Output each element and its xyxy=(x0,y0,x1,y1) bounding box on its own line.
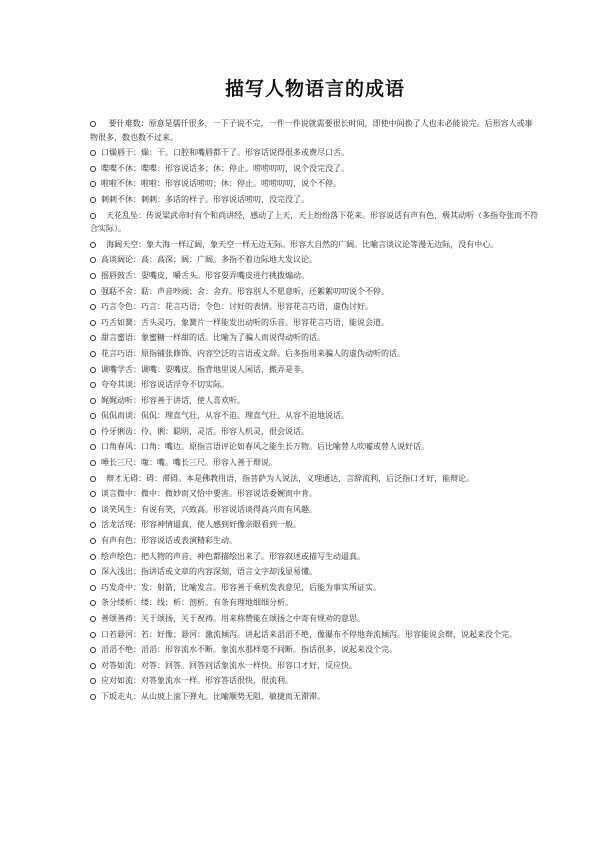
list-item xyxy=(90,409,540,423)
entry-text: 善颂善祷：关于颂扬，关于祝祷。用来称赞能在颂扬之中寄有规劝的意思。 xyxy=(101,614,365,623)
entry-text: 口燥唇干：燥：干。口腔和嘴唇都干了。形容话说得很多或费尽口舌。 xyxy=(101,148,349,158)
list-item xyxy=(90,690,540,704)
entry-text: 巧舌如簧：舌头灵巧，象簧片一样能发出动听的乐音。形容花言巧语，能说会道。 xyxy=(101,317,389,327)
bullet-circle-icon xyxy=(90,616,96,622)
list-item xyxy=(90,456,540,470)
bullet-circle-icon xyxy=(90,476,96,482)
entry-text: 摇唇鼓舌：耍嘴皮，嚼舌头。形容耍弄嘴皮进行挑拨煽动。 xyxy=(101,270,309,280)
entry-text: 伶牙俐齿：伶、俐：聪明，灵活。形容人机灵，很会说话。 xyxy=(101,426,309,436)
list-item xyxy=(90,550,540,564)
bullet-circle-icon xyxy=(90,522,96,528)
idiom-list xyxy=(90,117,540,704)
list-item xyxy=(90,487,540,501)
list-item xyxy=(90,596,540,610)
entry-text: 活龙活现：形容神情逼真，使人感到好像亲眼看到一般。 xyxy=(101,520,301,530)
bullet-circle-icon xyxy=(90,460,96,466)
bullet-circle-icon xyxy=(90,121,96,127)
bullet-circle-icon xyxy=(90,367,96,373)
list-item xyxy=(90,503,540,517)
entry-text: 要什难数：原意是儒仟很多，一下子说不完，一件一件说就需要很长时间，即使中间换了人也未必能说完。后形容人或事物很多，数也数不过来。 xyxy=(90,119,533,142)
entry-text: 喋喋不休：喋喋：形容说话多；休：停止。唠唠叨叨，说个没完没了。 xyxy=(101,163,349,173)
bullet-circle-icon xyxy=(90,694,96,700)
list-item xyxy=(90,378,540,392)
bullet-circle-icon xyxy=(90,166,96,172)
bullet-circle-icon xyxy=(90,351,96,357)
entry-text: 巧言令色：巧言：花言巧语；令色：讨好的表情。形容花言巧语，虚伪讨好。 xyxy=(101,302,373,312)
list-item xyxy=(90,253,540,267)
list-item xyxy=(90,534,540,548)
bullet-circle-icon xyxy=(90,600,96,606)
list-item xyxy=(90,440,540,454)
entry-text: 巧发奇中：发：射箭，比喻发言。形容善于乘机发表意见，后能为事实所证实。 xyxy=(101,582,381,592)
bullet-circle-icon xyxy=(90,678,96,684)
entry-text: 口若悬河：若：好像；悬河：激流倾泻。讲起话来滔滔不绝，像瀑布不停地奔流倾泻。形容能说会辩，说起来没个完。 xyxy=(101,629,517,639)
bullet-circle-icon xyxy=(90,304,96,310)
entry-text: 有声有色：形容说话或表演精彩生动。 xyxy=(101,536,237,546)
bullet-circle-icon xyxy=(90,197,96,203)
bullet-circle-icon xyxy=(90,257,96,263)
bullet-circle-icon xyxy=(90,320,96,326)
list-item xyxy=(90,425,540,439)
bullet-circle-icon xyxy=(90,398,96,404)
entry-text: 调嘴学舌：调嘴：耍嘴皮。指背地里说人闲话，搬弄是非。 xyxy=(101,364,309,374)
bullet-circle-icon xyxy=(90,663,96,669)
bullet-circle-icon xyxy=(90,213,96,219)
bullet-circle-icon xyxy=(90,491,96,497)
bullet-circle-icon xyxy=(90,647,96,653)
list-item xyxy=(90,117,540,144)
entry-text: 绘声绘色：把人物的声音、神色都描绘出来了。形容叙述或描写生动逼真。 xyxy=(101,551,365,561)
entry-text: 唾长三尺：喙：嘴。嘴长三尺。形容人善于辩说。 xyxy=(101,458,277,468)
list-item xyxy=(90,331,540,345)
entry-text: 下坂走丸：从山坡上滚下弹丸。比喻顺势无阻，敏捷而无滞滞。 xyxy=(101,691,325,701)
list-item xyxy=(90,612,540,626)
entry-text: 口角春风：口角：嘴边。原指言语评论如春风之能生长万物。后比喻替人吹嘘或替人说好话。 xyxy=(101,442,429,452)
entry-text: 天花乱坠：传说梁武帝时有个和尚讲经，感动了上天，天上纷纷落下花来。形容说话有声有色，极其动听（多指夸张而不符合实际）。 xyxy=(90,210,539,234)
bullet-circle-icon xyxy=(90,429,96,435)
bullet-circle-icon xyxy=(90,273,96,279)
list-item xyxy=(90,565,540,579)
list-item xyxy=(90,674,540,688)
entry-text: 深入浅出：指讲话或文章的内容深刻，语言文字却浅显易懂。 xyxy=(101,567,317,577)
list-item xyxy=(90,347,540,361)
bullet-circle-icon xyxy=(90,382,96,388)
entry-text: 强聒不舍：聒：声音吵闹；舍：舍弃。形容别人不愿意听，还絮絮叨叨说个不停。 xyxy=(101,286,389,296)
list-item xyxy=(90,146,540,160)
entry-text: 高谈阔论：高：高深；阔：广阔。多指不着边际地大发议论。 xyxy=(101,255,317,265)
entry-text: 谈言微中：微中：微妙而又恰中要害。形容说话委婉而中肯。 xyxy=(101,489,317,499)
bullet-circle-icon xyxy=(90,538,96,544)
entry-text: 对答如流：对答：回答。回答问话象流水一样快。形容口才好，反应快。 xyxy=(101,660,357,670)
list-item xyxy=(90,300,540,314)
bullet-circle-icon xyxy=(90,585,96,591)
list-item xyxy=(90,238,540,252)
bullet-circle-icon xyxy=(90,150,96,156)
page-title: 描写人物语言的成语 xyxy=(224,78,405,100)
list-item xyxy=(90,472,540,486)
bullet-circle-icon xyxy=(90,413,96,419)
list-item xyxy=(90,269,540,283)
bullet-circle-icon xyxy=(90,289,96,295)
entry-text: 夸夸其谈：形容说话浮夸不切实际。 xyxy=(101,380,229,390)
list-item xyxy=(90,177,540,191)
entry-text: 侃侃而谈：侃侃：理直气壮，从容不迫。理直气壮、从容不迫地说话。 xyxy=(101,411,349,421)
list-item xyxy=(90,209,540,236)
bullet-circle-icon xyxy=(90,242,96,248)
list-item xyxy=(90,659,540,673)
entry-text: 娓娓动听：形容善于讲话，使人喜欢听。 xyxy=(101,395,245,405)
entry-text: 滔滔不绝：滔滔：形容流水不断。象流水那样毫不间断。指话很多，说起来没个完。 xyxy=(101,645,397,655)
list-item xyxy=(90,643,540,657)
bullet-circle-icon xyxy=(90,444,96,450)
entry-text: 啦啦不休：啦啦：形容说话唠叨；休：停止。唠唠叨叨，说个不停。 xyxy=(101,179,341,189)
list-item xyxy=(90,193,540,207)
entry-text: 辩才无碍：碍：滞碍。本是佛教用语，指菩萨为人说法，义理通达，言辞流利，后泛指口才好，能辩论。 xyxy=(101,473,475,483)
list-item xyxy=(90,394,540,408)
list-item xyxy=(90,628,540,642)
list-item xyxy=(90,316,540,330)
bullet-circle-icon xyxy=(90,554,96,560)
list-item xyxy=(90,363,540,377)
entry-text: 谈笑风生：有说有笑，兴致高。形容说话谈得高兴而有风趣。 xyxy=(101,504,317,514)
bullet-circle-icon xyxy=(90,569,96,575)
list-item xyxy=(90,581,540,595)
list-item xyxy=(90,285,540,299)
bullet-circle-icon xyxy=(90,507,96,513)
entry-text: 条分缕析：缕：线；析：剖析。有条有理地细细分析。 xyxy=(101,598,293,608)
list-item xyxy=(90,162,540,176)
entry-text: 花言巧语：原指铺张修饰、内容空泛的言语或文辞。后多指用来骗人的虚伪动听的话。 xyxy=(101,348,405,358)
bullet-circle-icon xyxy=(90,181,96,187)
entry-text: 应对如流：对答象流水一样。形容答话很快，很流利。 xyxy=(101,676,293,686)
entry-text: 甜言蜜语：象蜜糖一样甜的话。比喻为了骗人而说得动听的话。 xyxy=(101,333,325,343)
bullet-circle-icon xyxy=(90,632,96,638)
list-item xyxy=(90,518,540,532)
entry-text: 刺刺不休：刺刺：多话的样子。形容说话唠叨，没完没了。 xyxy=(101,194,309,204)
bullet-circle-icon xyxy=(90,335,96,341)
entry-text: 海阔天空：象大海一样辽阔，象天空一样无边无际。形容大自然的广阔。比喻言谈议论等漫无边际，没有中心。 xyxy=(101,239,499,249)
